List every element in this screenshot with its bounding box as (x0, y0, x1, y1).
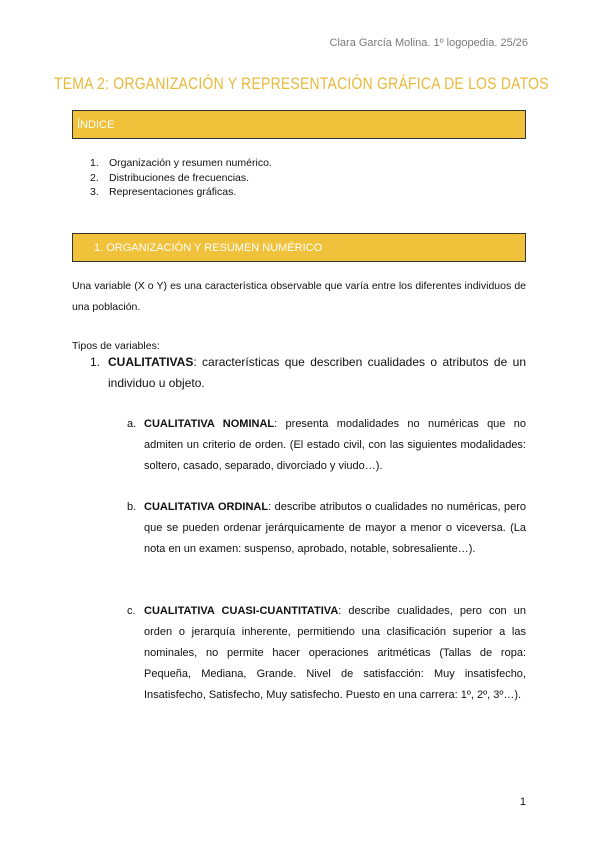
list-item-text (108, 352, 526, 394)
index-item-text: Distribuciones de frecuencias. (109, 171, 250, 184)
index-band-label: ÍNDICE (77, 118, 115, 131)
subitem-text (144, 601, 526, 706)
index-band (72, 110, 526, 139)
section-band-label: 1. ORGANIZACIÓN Y RESUMEN NUMÉRICO (94, 241, 323, 254)
section-band (72, 233, 526, 262)
term: CUALITATIVA CUASI-CUANTITATIVA (144, 605, 339, 617)
subitem-label: b. (127, 501, 137, 513)
index-item-text: Organización y resumen numérico. (109, 157, 272, 169)
index-item (90, 185, 272, 200)
header-author-line: Clara García Molina. 1º logopedia. 25/26 (329, 37, 528, 49)
subitem-ordinal (127, 497, 526, 560)
intro-paragraph: Una variable (X o Y) es una característica observable que varía entre los diferentes individuos de una población. (72, 280, 526, 313)
list-item-cualitativas (90, 352, 526, 394)
subitem-text (144, 414, 526, 477)
definition: : características que describen cualidades o atributos de un individuo u objeto. (108, 355, 526, 390)
index-list (90, 156, 272, 200)
index-item-text: Representaciones gráficas. (109, 186, 237, 198)
term: CUALITATIVA ORDINAL (144, 501, 269, 513)
subitem-nominal (127, 414, 526, 477)
definition: : describe cualidades, pero con un orden o jerarquía inherente, permitiendo una clasificación superior a las nominales, no permite hacer operaciones aritméticas (Tallas de ropa: Pequeña, Mediana, Grande. Nivel de satisfacción: Muy insatisfecho, Insatisfecho, Satisfecho, Muy satisfecho. Puesto en una carrera: 1º, 2º, 3º…). (144, 605, 527, 701)
term: CUALITATIVA NOMINAL (144, 418, 275, 430)
subitem-cuasi-cuantitativa (127, 601, 526, 706)
tipos-label: Tipos de variables: (72, 340, 160, 352)
page-number: 1 (519, 796, 526, 808)
term: CUALITATIVAS (108, 355, 194, 369)
index-item-number: 3. (90, 186, 99, 198)
subitem-text (144, 497, 526, 560)
list-item-number: 1. (90, 355, 101, 369)
index-item (90, 156, 272, 171)
definition: : describe atributos o cualidades no numéricas, pero que se pueden ordenar jerárquicamente de mayor a menor o viceversa. (La nota en un examen: suspenso, aprobado, notable, sobresaliente…). (144, 501, 526, 555)
document-title: TEMA 2: ORGANIZACIÓN Y REPRESENTACIÓN GRÁFICA DE LOS DATOS (54, 74, 549, 93)
index-item (90, 171, 272, 186)
subitem-label: c. (127, 605, 136, 617)
subitem-label: a. (127, 418, 137, 430)
index-item-number: 1. (90, 157, 99, 169)
definition: : presenta modalidades no numéricas que no admiten un criterio de orden. (El estado civil, con las siguientes modalidades: soltero, casado, separado, divorciado y viudo…). (144, 418, 526, 472)
index-item-number: 2. (90, 171, 99, 184)
